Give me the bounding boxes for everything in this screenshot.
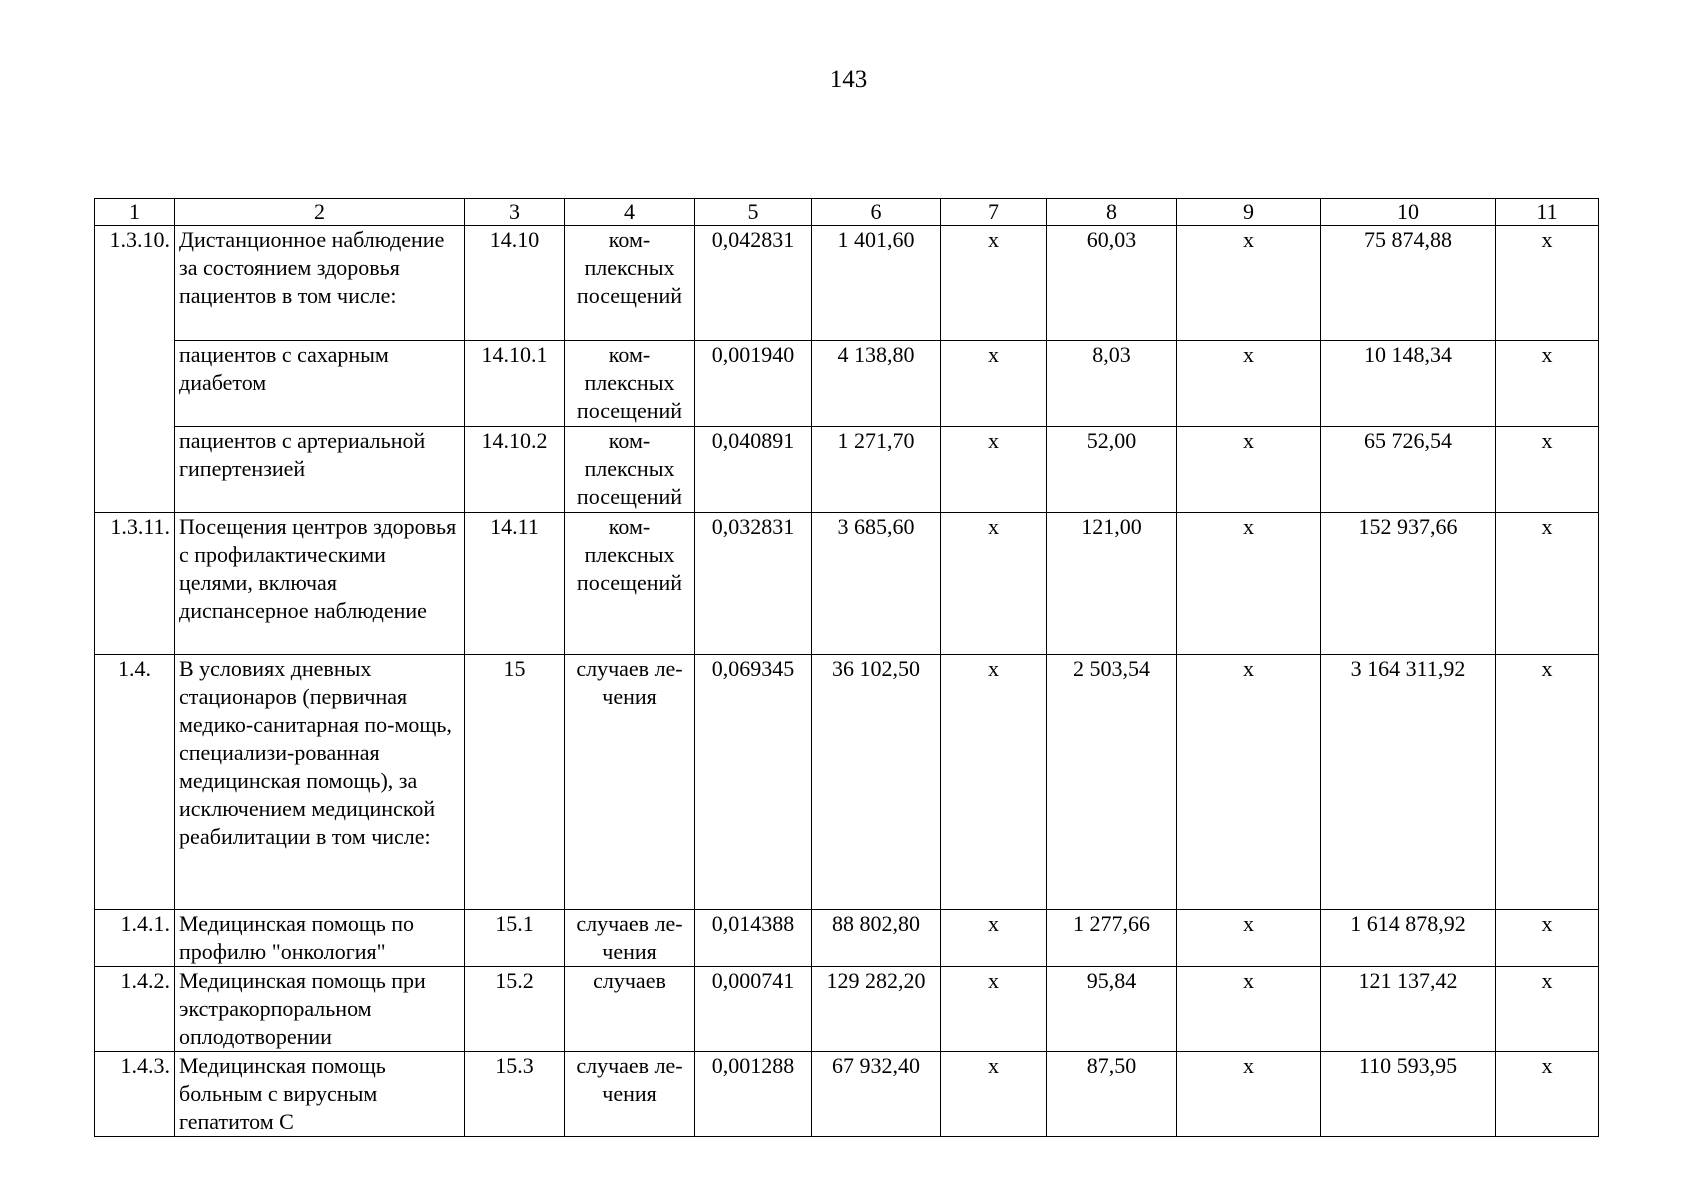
column-number-header: 7 bbox=[941, 199, 1047, 226]
row-value-9: х bbox=[1177, 226, 1321, 341]
row-value-6: 3 685,60 bbox=[812, 513, 941, 655]
column-number-header: 8 bbox=[1047, 199, 1177, 226]
row-value-11: х bbox=[1496, 910, 1599, 967]
column-number-header: 5 bbox=[695, 199, 812, 226]
row-value-5: 0,069345 bbox=[695, 655, 812, 910]
row-value-5: 0,032831 bbox=[695, 513, 812, 655]
row-line-number: 14.10.1 bbox=[465, 341, 565, 427]
column-number-header: 3 bbox=[465, 199, 565, 226]
row-value-6: 67 932,40 bbox=[812, 1052, 941, 1137]
row-unit: ком-плексных посещений bbox=[565, 226, 695, 341]
row-value-10: 110 593,95 bbox=[1321, 1052, 1496, 1137]
row-value-8: 8,03 bbox=[1047, 341, 1177, 427]
row-value-8: 121,00 bbox=[1047, 513, 1177, 655]
row-value-7: х bbox=[941, 427, 1047, 513]
table-header-row bbox=[95, 199, 1599, 226]
row-value-5: 0,014388 bbox=[695, 910, 812, 967]
row-name: Медицинская помощь больным с вирусным гепатитом С bbox=[175, 1052, 465, 1137]
row-value-6: 36 102,50 bbox=[812, 655, 941, 910]
row-value-9: х bbox=[1177, 910, 1321, 967]
row-value-7: х bbox=[941, 967, 1047, 1052]
row-value-10: 121 137,42 bbox=[1321, 967, 1496, 1052]
row-name: Дистанционное наблюдение за состоянием здоровья пациентов в том числе: bbox=[175, 226, 465, 341]
table-row bbox=[95, 967, 1599, 1052]
row-value-8: 52,00 bbox=[1047, 427, 1177, 513]
column-number-header: 4 bbox=[565, 199, 695, 226]
row-unit: случаев bbox=[565, 967, 695, 1052]
row-value-5: 0,001940 bbox=[695, 341, 812, 427]
row-unit: ком-плексных посещений bbox=[565, 427, 695, 513]
row-value-7: х bbox=[941, 1052, 1047, 1137]
row-code: 1.3.10. bbox=[95, 226, 175, 513]
row-value-8: 87,50 bbox=[1047, 1052, 1177, 1137]
row-value-7: х bbox=[941, 513, 1047, 655]
row-value-10: 10 148,34 bbox=[1321, 341, 1496, 427]
row-value-11: х bbox=[1496, 967, 1599, 1052]
column-number-header: 2 bbox=[175, 199, 465, 226]
row-value-8: 60,03 bbox=[1047, 226, 1177, 341]
row-value-7: х bbox=[941, 341, 1047, 427]
row-unit: случаев ле-чения bbox=[565, 1052, 695, 1137]
row-value-8: 2 503,54 bbox=[1047, 655, 1177, 910]
row-line-number: 15 bbox=[465, 655, 565, 910]
row-value-9: х bbox=[1177, 513, 1321, 655]
row-value-9: х bbox=[1177, 1052, 1321, 1137]
row-value-11: х bbox=[1496, 655, 1599, 910]
table-row bbox=[95, 513, 1599, 655]
row-value-5: 0,042831 bbox=[695, 226, 812, 341]
row-value-11: х bbox=[1496, 427, 1599, 513]
page-number: 143 bbox=[829, 66, 868, 93]
row-code: 1.4. bbox=[95, 655, 175, 910]
row-value-7: х bbox=[941, 910, 1047, 967]
row-value-10: 152 937,66 bbox=[1321, 513, 1496, 655]
column-number-header: 11 bbox=[1496, 199, 1599, 226]
table-row bbox=[95, 427, 1599, 513]
row-value-6: 88 802,80 bbox=[812, 910, 941, 967]
row-line-number: 14.10 bbox=[465, 226, 565, 341]
row-code: 1.4.3. bbox=[95, 1052, 175, 1137]
row-value-6: 1 271,70 bbox=[812, 427, 941, 513]
row-value-5: 0,040891 bbox=[695, 427, 812, 513]
row-value-7: х bbox=[941, 655, 1047, 910]
row-value-11: х bbox=[1496, 513, 1599, 655]
row-unit: ком-плексных посещений bbox=[565, 341, 695, 427]
row-value-5: 0,000741 bbox=[695, 967, 812, 1052]
row-value-11: х bbox=[1496, 1052, 1599, 1137]
row-code: 1.3.11. bbox=[95, 513, 175, 655]
row-name: В условиях дневных стационаров (первичная медико-санитарная по-мощь, специализи-рованная медицинская помощь), за исключением медицинской реабилитации в том числе: bbox=[175, 655, 465, 910]
table-row bbox=[95, 1052, 1599, 1137]
column-number-header: 10 bbox=[1321, 199, 1496, 226]
row-value-11: х bbox=[1496, 226, 1599, 341]
table-row bbox=[95, 910, 1599, 967]
tariff-table bbox=[94, 198, 1599, 1137]
row-value-8: 95,84 bbox=[1047, 967, 1177, 1052]
row-line-number: 15.3 bbox=[465, 1052, 565, 1137]
table-row bbox=[95, 655, 1599, 910]
row-value-9: х bbox=[1177, 341, 1321, 427]
column-number-header: 9 bbox=[1177, 199, 1321, 226]
row-value-10: 1 614 878,92 bbox=[1321, 910, 1496, 967]
row-value-6: 1 401,60 bbox=[812, 226, 941, 341]
row-value-10: 65 726,54 bbox=[1321, 427, 1496, 513]
row-name: Медицинская помощь по профилю "онкология" bbox=[175, 910, 465, 967]
row-line-number: 15.1 bbox=[465, 910, 565, 967]
table-row bbox=[95, 341, 1599, 427]
row-unit: случаев ле-чения bbox=[565, 910, 695, 967]
row-code: 1.4.1. bbox=[95, 910, 175, 967]
row-value-9: х bbox=[1177, 655, 1321, 910]
row-value-8: 1 277,66 bbox=[1047, 910, 1177, 967]
row-value-5: 0,001288 bbox=[695, 1052, 812, 1137]
row-value-9: х bbox=[1177, 427, 1321, 513]
row-value-10: 75 874,88 bbox=[1321, 226, 1496, 341]
row-code: 1.4.2. bbox=[95, 967, 175, 1052]
row-value-11: х bbox=[1496, 341, 1599, 427]
column-number-header: 1 bbox=[95, 199, 175, 226]
row-value-6: 129 282,20 bbox=[812, 967, 941, 1052]
table-row bbox=[95, 226, 1599, 341]
row-name: Посещения центров здоровья с профилактическими целями, включая диспансерное наблюдение bbox=[175, 513, 465, 655]
row-name: Медицинская помощь при экстракорпоральном оплодотворении bbox=[175, 967, 465, 1052]
row-value-6: 4 138,80 bbox=[812, 341, 941, 427]
row-line-number: 14.11 bbox=[465, 513, 565, 655]
row-value-9: х bbox=[1177, 967, 1321, 1052]
row-name: пациентов с артериальной гипертензией bbox=[175, 427, 465, 513]
row-line-number: 14.10.2 bbox=[465, 427, 565, 513]
row-line-number: 15.2 bbox=[465, 967, 565, 1052]
row-value-10: 3 164 311,92 bbox=[1321, 655, 1496, 910]
row-name: пациентов с сахарным диабетом bbox=[175, 341, 465, 427]
row-unit: ком-плексных посещений bbox=[565, 513, 695, 655]
column-number-header: 6 bbox=[812, 199, 941, 226]
row-value-7: х bbox=[941, 226, 1047, 341]
row-unit: случаев ле-чения bbox=[565, 655, 695, 910]
